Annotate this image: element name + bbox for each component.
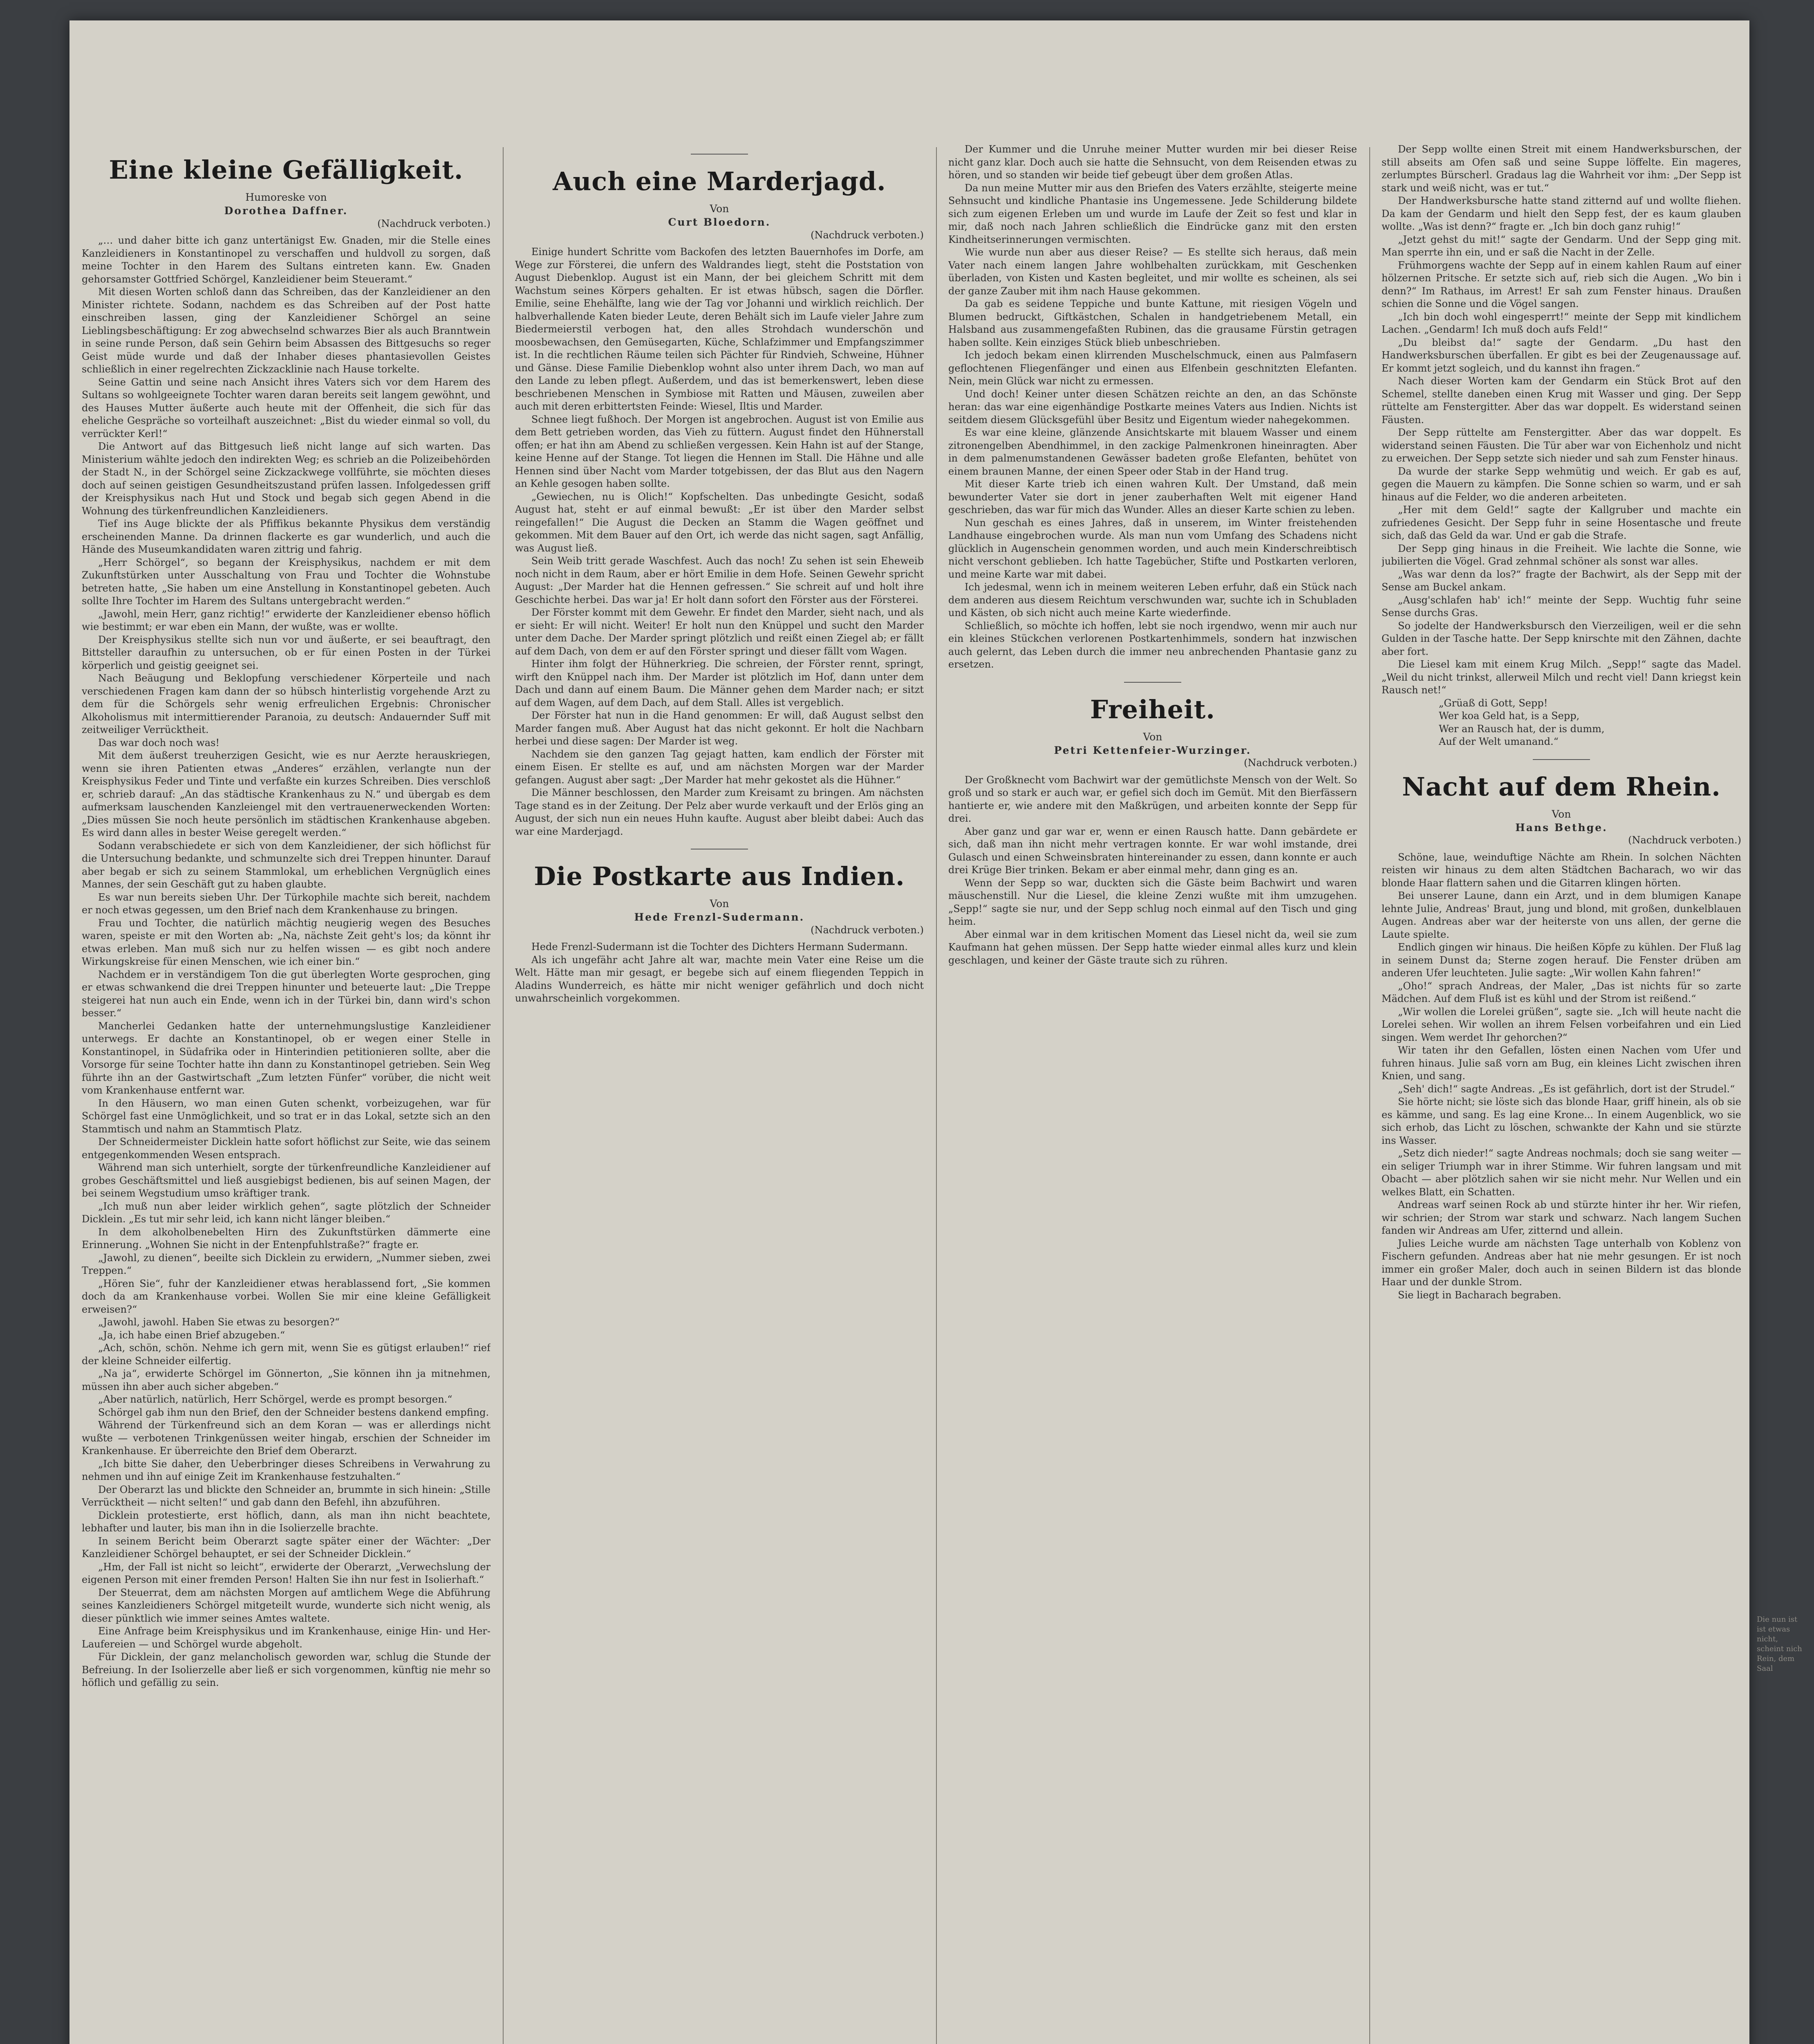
poem-line: Auf der Welt umanand.“ <box>1439 736 1559 747</box>
article-author: Petri Kettenfeier-Wurzinger. <box>1054 744 1252 756</box>
paragraph: Mit dieser Karte trieb ich einen wahren Kult. Der Umstand, daß mein bewunderter Vater sie dort in jener zauberhaften Welt mit eigener Hand geschrieben, das war für mich das Wunder. Alles an dieser Karte schien zu leben. <box>948 478 1357 515</box>
paragraph: Aber ganz und gar war er, wenn er einen Rausch hatte. Dann gebärdete er sich, daß man ihn nicht mehr vertragen konnte. Er war wohl imstande, drei Gulasch und einen Schweinsbraten hintereinander zu essen, dann konnte er auch drei Krüge Bier trinken. Bekam er aber einmal mehr, dann ging es an. <box>948 825 1357 876</box>
paragraph: „Oho!“ sprach Andreas, der Maler, „Das ist nichts für so zarte Mädchen. Auf dem Fluß ist es kühl und der Strom ist reißend.“ <box>1382 980 1741 1004</box>
paragraph: Der Förster hat nun in die Hand genommen: Er will, daß August selbst den Marder fangen muß. Aber August hat das nicht gekonnt. Er holt die Nachbarn herbei und diese sagen: Der Marder ist weg. <box>515 710 924 747</box>
paragraph: Seine Gattin und seine nach Ansicht ihres Vaters sich vor dem Harem des Sultans so wohlgeeignete Tochter waren daran bereits seit langem gewöhnt, und des Hauses Mutter äußerte auch heute mit der Offenheit, die sich für das eheliche Gespräche so vorteilhaft auszeichnet: „Bist du wieder einmal so voll, du verrückter Kerl!“ <box>82 376 490 439</box>
paragraph: „Gewiechen, nu is Olich!“ Kopfschelten. Das unbedingte Gesicht, sodaß August hat, steht er auf einmal bewußt: „Er ist über den Marder selbst reingefallen!“ Die August die Decken an Stamm die Wagen geöffnet und gekommen. Mit dem Bauer auf den Ort, ich werde das nicht sagen, sagt Anfällig, was August ließ. <box>515 491 924 554</box>
paragraph: Mit dem äußerst treuherzigen Gesicht, wie es nur Aerzte herauskriegen, wenn sie ihren Patienten etwas „Anderes“ erzählen, verlangte nun der Kreisphysikus Feder und Tinte und verfaßte ein kurzes Schreiben. Dies verschloß er, schrieb darauf: „An das städtische Krankenhaus zu N.“ und übergab es dem aufmerksam lauschenden Kanzleiengel mit den vertrauenerweckenden Worten: „Dies müssen Sie noch heute persönlich im städtischen Krankenhause abgeben. Es wird dann alles in bester Weise geregelt werden.“ <box>82 750 490 838</box>
paragraph: „Ach, schön, schön. Nehme ich gern mit, wenn Sie es gütigst erlauben!“ rief der kleine Schneider eilfertig. <box>82 1342 490 1367</box>
paragraph: Nun geschah es eines Jahres, daß in unserem, im Winter freistehenden Landhause eingebrochen wurde. Als man nun vom Umfang des Schadens nicht glücklich in Augenschein genommen worden, und auch mein Kinderschreibtisch nicht verschont geblieben. Ich hatte Tagebücher, Stifte und Postkarten verloren, und meine Karte war mit dabei. <box>948 517 1357 580</box>
paragraph: Eine Anfrage beim Kreisphysikus und im Krankenhause, einige Hin- und Her-Laufereien — und Schörgel wurde abgeholt. <box>82 1625 490 1650</box>
reprint-note: (Nachdruck verboten.) <box>1244 757 1357 769</box>
paragraph: Sodann verabschiedete er sich von dem Kanzleidiener, der sich höflichst für die Untersuchung bedankte, und schmunzelte sich drei Treppen hinunter. Darauf aber begab er sich zu seinem Stammlokal, um erheblichen Vergnüglich eines Mannes, der sein Geschäft gut zu haben glaubte. <box>82 840 490 890</box>
article-author: Hede Frenzl-Sudermann. <box>634 911 805 923</box>
article-by: Von <box>710 898 729 910</box>
paragraph: Der Kreisphysikus stellte sich nun vor und äußerte, er sei beauftragt, den Bittsteller daraufhin zu untersuchen, ob er für einen Posten in der Türkei körperlich und geistig geeignet sei. <box>82 634 490 671</box>
paragraph: Nachdem er in verständigem Ton die gut überlegten Worte gesprochen, ging er etwas schwankend die drei Treppen hinunter und beteuerte laut: „Die Treppe steigerei hat nun auch ein Ende, wenn ich in der Türkei bin, dann wird's schon besser.“ <box>82 968 490 1019</box>
paragraph: Für Dicklein, der ganz melancholisch geworden war, schlug die Stunde der Befreiung. In der Isolierzelle aber ließ er sich vorgenommen, künftig nie mehr so höflich und gefällig zu sein. <box>82 1651 490 1688</box>
paragraph: Mit diesen Worten schloß dann das Schreiben, das der Kanzleidiener an den Minister richtete. Sodann, nachdem es das Schreiben auf der Post hatte einschreiben lassen, ging der Kanzleidiener Schörgel an seine Lieblingsbeschäftigung: Er zog abwechselnd schwarzes Bier als auch Branntwein in seine runde Person, daß sein Gehirn beim Absassen des Bittgesuchs so reger Geist müde wurde und daß der Inhaber dieses phantasievollen Geistes schließlich in einer regelrechten Zickzacklinie nach Hause torkelte. <box>82 286 490 375</box>
paragraph: „Her mit dem Geld!“ sagte der Kallgruber und machte ein zufriedenes Gesicht. Der Sepp fuhr in seine Hosentasche und freute sich, daß das Geld da war. Und er gab die Strafe. <box>1382 504 1741 541</box>
paragraph: Wir taten ihr den Gefallen, lösten einen Nachen vom Ufer und fuhren hinaus. Julie saß vorn am Bug, ein kleines Licht zwischen ihren Knien, und sang. <box>1382 1044 1741 1082</box>
article-by: Von <box>1552 808 1571 820</box>
paragraph: Wie wurde nun aber aus dieser Reise? — Es stellte sich heraus, daß mein Vater nach einem langen Jahre wohlbehalten zurückkam, mit Geschenken überladen, von Kisten und Kasten begleitet, und mir wollte es scheinen, als sei der ganze Zauber mit ihm nach Hause gekommen. <box>948 247 1357 297</box>
article-body-continued <box>948 143 1357 671</box>
paragraph: Sie hörte nicht; sie löste sich das blonde Haar, griff hinein, als ob sie es kämme, und sang. Es lag eine Krone... In einem Augenblick, wo sie sich erhob, das Licht zu löschen, schwankte der Kahn und sie stürzte ins Wasser. <box>1382 1096 1741 1146</box>
paragraph: Nach Beäugung und Beklopfung verschiedener Körperteile und nach verschiedenen Fragen kam dann der so hübsch hinterlistig vorgehende Arzt zu dem für die Schörgels sehr wenig erfreulichen Ergebnis: Chronischer Alkoholismus mit intermittierender Paranoia, zu deutsch: Andauernder Suff mit zeitweiliger Verrücktheit. <box>82 672 490 735</box>
paragraph: Als ich ungefähr acht Jahre alt war, machte mein Vater eine Reise um die Welt. Hätte man mir gesagt, er begebe sich auf einem fliegenden Teppich in Aladins Wunderreich, es hätte mir nicht weniger gefährlich und doch nicht unwahrscheinlich vorgekommen. <box>515 954 924 1004</box>
paragraph: Es war eine kleine, glänzende Ansichtskarte mit blauem Wasser und einem zitronengelben Abendhimmel, in den zackige Palmenkronen hineinragten. Aber in dem palmenumstandenen Gewässer badeten große Elefanten, behütet von einem braunen Manne, der einen Speer oder Stab in der Hand trug. <box>948 427 1357 477</box>
paragraph: Nach dieser Worten kam der Gendarm ein Stück Brot auf den Schemel, stellte daneben einen Krug mit Wasser und ging. Der Sepp rüttelte am Fenstergitter. Aber das war doppelt. Es widerstand seinen Fäusten. <box>1382 375 1741 426</box>
paragraph: „Setz dich nieder!“ sagte Andreas nochmals; doch sie sang weiter — ein seliger Triumph war in ihrer Stimme. Wir fuhren langsam und mit Obacht — aber plötzlich sahen wir sie nicht mehr. Nur Wellen und ein welkes Blatt, ein Schatten. <box>1382 1148 1741 1198</box>
paragraph: „Ja, ich habe einen Brief abzugeben.“ <box>98 1329 285 1341</box>
paragraph: Der Sepp rüttelte am Fenstergitter. Aber das war doppelt. Es widerstand seinen Fäusten. Die Tür aber war von Eichenholz und nicht zu erweichen. Der Sepp setzte sich nieder und sah zum Fenster hinaus. <box>1382 427 1741 464</box>
column-2 <box>515 143 924 2044</box>
column-3 <box>948 143 1357 2044</box>
paragraph: „Wir wollen die Lorelei grüßen“, sagte sie. „Ich will heute nacht die Lorelei sehen. Wir wollen an ihrem Felsen vorbeifahren und ein Lied singen. Wem werdet Ihr gehorchen?“ <box>1382 1006 1741 1043</box>
reprint-note: (Nachdruck verboten.) <box>377 217 490 229</box>
margin-bleedthrough-text: Die nun ist ist etwas nicht, scheint nich Rein, dem Saal <box>1757 1615 1802 1673</box>
paragraph: Bei unserer Laune, dann ein Arzt, und in dem blumigen Kanape lehnte Julie, Andreas' Braut, jung und blond, mit großen, dunkelblauen Augen. Andreas aber war der heiterste von uns allen, der gerne die Laute spielte. <box>1382 890 1741 940</box>
paragraph: „Ich bitte Sie daher, den Ueberbringer dieses Schreibens in Verwahrung zu nehmen und ihn auf einige Zeit im Krankenhause festzuhalten.“ <box>82 1458 490 1482</box>
paragraph: Schließlich, so möchte ich hoffen, lebt sie noch irgendwo, wenn mir auch nur ein kleines Stückchen verlorenen Postkartenhimmels, sondern hat inzwischen auch gelernt, das Leben durch die immer neu anbrechenden Phantasie ganz zu ersetzen. <box>948 620 1357 670</box>
article-title: Eine kleine Gefälligkeit. <box>109 155 464 185</box>
paragraph: „Jawohl, zu dienen“, beeilte sich Dicklein zu erwidern, „Nummer sieben, zwei Treppen.“ <box>82 1252 490 1276</box>
article-body <box>515 941 924 1005</box>
paragraph: „… und daher bitte ich ganz untertänigst Ew. Gnaden, mir die Stelle eines Kanzleidieners in Konstantinopel zu verschaffen und huldvoll zu sorgen, daß meine Tochter in den Harem des Sultans eintreten kann. Ew. Gnaden gehorsamster Gottfried Schörgel, Kanzleidiener beim Steueramt.“ <box>82 235 490 285</box>
article-author: Dorothea Daffner. <box>224 205 348 217</box>
article-title: Auch eine Marderjagd. <box>553 166 886 196</box>
paragraph: Während der Türkenfreund sich an dem Koran — was er allerdings nicht wußte — verbotenen Trinkgenüssen weiter hingab, erschien der Schneider im Krankenhause. Er überreichte den Brief dem Oberarzt. <box>82 1419 490 1457</box>
paragraph: Der Förster kommt mit dem Gewehr. Er findet den Marder, sieht nach, und als er sieht: Er will nicht. Weiter! Er holt nun den Knüppel und sucht den Marder unter dem Dache. Der Marder springt plötzlich und reißt einen Ziegel ab; er fällt auf dem Dach, von dem er auf den Förster springt und dieser fällt vom Wagen. <box>515 607 924 657</box>
paragraph: „Seh' dich!“ sagte Andreas. „Es ist gefährlich, dort ist der Strudel.“ <box>1398 1083 1735 1095</box>
article-author: Curt Bloedorn. <box>668 216 771 228</box>
paragraph: Es war nun bereits sieben Uhr. Der Türkophile machte sich bereit, nachdem er noch etwas gegessen, um den Brief nach dem Krankenhause zu bringen. <box>82 891 490 916</box>
paragraph: „Hm, der Fall ist nicht so leicht“, erwiderte der Oberarzt, „Verwechslung der eigenen Person mit einer fremden Person! Halten Sie ihn nur fest in Isolierhaft.“ <box>82 1561 490 1585</box>
paragraph: Julies Leiche wurde am nächsten Tage unterhalb von Koblenz von Fischern gefunden. Andreas aber hat nie mehr gesungen. Er ist noch immer ein großer Maler, doch auch in seinen Bildern ist das blonde Haar und der dunkle Strom. <box>1382 1237 1741 1288</box>
paragraph: Frau und Tochter, die natürlich mächtig neugierig wegen des Besuches waren, speiste er mit den Worten ab: „Na, nächste Zeit geht's los; da könnt ihr etwas erleben. Man muß sich nur zu helfen wissen — es gibt noch andere Wirkungskreise für einen Menschen, wie ich einer bin.“ <box>82 917 490 967</box>
paragraph: Das war doch noch was! <box>98 737 220 749</box>
article-body <box>82 234 490 1690</box>
article-by: Von <box>710 203 729 215</box>
paragraph: Während man sich unterhielt, sorgte der türkenfreundliche Kanzleidiener auf grobes Geschäftsmittel und ließ ausgiebigst bedienen, bis auf seinen Magen, der bei seinem Wegstudium umso kräftiger trank. <box>82 1162 490 1199</box>
paragraph: Da gab es seidene Teppiche und bunte Kattune, mit riesigen Vögeln und Blumen bedruckt, Giftkästchen, Schalen in handgetriebenem Metall, ein Halsband aus zusammengefaßten Rubinen, das die grausame Fürstin getragen haben sollte. Kein einziges Stück blieb unbeschrieben. <box>948 298 1357 348</box>
column-rule <box>503 147 504 2044</box>
poem-line: Wer an Rausch hat, der is dumm, <box>1439 723 1605 735</box>
paragraph: Der Sepp wollte einen Streit mit einem Handwerksburschen, der still abseits am Ofen saß und seine Suppe löffelte. Ein mageres, zerlumptes Bürscherl. Gradaus lag die Wahrheit vor ihm: „Der Sepp ist stark und weiß nicht, was er tut.“ <box>1382 143 1741 194</box>
paragraph: Die Liesel kam mit einem Krug Milch. „Sepp!“ sagte das Madel. „Weil du nicht trinkst, allerweil Milch und recht viel! Dann kriegst kein Rausch net!“ <box>1382 659 1741 696</box>
article-body <box>515 246 924 838</box>
article-title: Nacht auf dem Rhein. <box>1402 771 1721 802</box>
paragraph: Schnee liegt fußhoch. Der Morgen ist angebrochen. August ist von Emilie aus dem Bett getrieben worden, das Vieh zu füttern. August findet den Hühnerstall offen; er hat ihn am Abend zu schließen vergessen. Kein Hahn ist auf der Stange, keine Henne auf der Stange. Tot liegen die Hennen im Stall. Die Hähne und alle Hennen sind über Nacht vom Marder totgebissen, der das Blut aus den Nagern an Kehle gesogen haben sollte. <box>515 413 924 489</box>
paragraph: Der Sepp ging hinaus in die Freiheit. Wie lachte die Sonne, wie jubilierten die Vögel. Grad zehnmal schöner als sonst war alles. <box>1382 542 1741 567</box>
paragraph: Da nun meine Mutter mir aus den Briefen des Vaters erzählte, steigerte meine Sehnsucht und kindliche Phantasie ins Ungemessene. Jede Schilderung bildete sich zum eigenen Erleben um und wurde im Laufe der Zeit so fest und klar in mir, daß noch nach Jahren schließlich die Eindrücke ganz mit den ersten Kindheitserinnerungen vermischten. <box>948 182 1357 245</box>
article-title: Freiheit. <box>1090 694 1215 724</box>
paragraph: „Hören Sie“, fuhr der Kanzleidiener etwas herablassend fort, „Sie kommen doch da am Krankenhause vorbei. Wollen Sie mir eine kleine Gefälligkeit erweisen?“ <box>82 1278 490 1315</box>
paragraph: „Jawohl, jawohl. Haben Sie etwas zu besorgen?“ <box>98 1316 340 1328</box>
paragraph: So jodelte der Handwerksbursch den Vierzeiligen, weil er die sehn Gulden in der Tasche hatte. Der Sepp knirschte mit den Zähnen, dachte aber fort. <box>1382 620 1741 657</box>
article-author: Hans Bethge. <box>1515 821 1608 834</box>
paragraph: Ich jedesmal, wenn ich in meinem weiteren Leben erfuhr, daß ein Stück nach dem anderen aus diesem Reichtum verschwunden war, suchte ich in Schubladen und Kästen, ob sich nicht auch meine Karte wiederfinde. <box>948 581 1357 619</box>
paragraph: Da wurde der starke Sepp wehmütig und weich. Er gab es auf, gegen die Mauern zu kämpfen. Die Sonne schien so warm, und er sah hinaus auf die Felder, wo die anderen arbeiteten. <box>1382 465 1741 503</box>
paragraph: „Herr Schörgel“, so begann der Kreisphysikus, nachdem er mit dem Zukunftstürken unter Ausschaltung von Frau und Tochter die Wohnstube betreten hatte, „Sie haben um eine Anstellung in Konstantinopel gebeten. Auch sollte Ihre Tochter im Harem des Sultans untergebracht werden.“ <box>82 556 490 607</box>
article-body <box>1382 851 1741 1302</box>
paragraph: Endlich gingen wir hinaus. Die heißen Köpfe zu kühlen. Der Fluß lag in seinem Dunst da; Sterne zogen herauf. Die Fenster drüben am anderen Ufer leuchteten. Julie sagte: „Wir wollen Kahn fahren!“ <box>1382 941 1741 979</box>
paragraph: „Ausg'schlafen hab' ich!“ meinte der Sepp. Wuchtig fuhr seine Sense durchs Gras. <box>1382 594 1741 619</box>
paragraph: Aber einmal war in dem kritischen Moment das Liesel nicht da, weil sie zum Kaufmann hat gehen müssen. Der Sepp hatte wieder einmal alles kurz und klein geschlagen, und keiner der Gäste traute sich zu rühren. <box>948 928 1357 966</box>
paragraph: „Was war denn da los?“ fragte der Bachwirt, als der Sepp mit der Sense am Buckel ankam. <box>1382 568 1741 593</box>
column-rule <box>936 147 937 2044</box>
paragraph: Nachdem sie den ganzen Tag gejagt hatten, kam endlich der Förster mit einem Eisen. Er stellte es auf, und am nächsten Morgen war der Marder gefangen. August aber sagt: „Der Marder hat mehr gekostet als die Hühner.“ <box>515 748 924 786</box>
paragraph: Tief ins Auge blickte der als Pfiffikus bekannte Physikus dem verständig erscheinenden Manne. Da drinnen flackerte es gar wunderlich, und auch die Hände des Museumkandidaten waren zittrig und fahrig. <box>82 518 490 555</box>
newspaper-page <box>69 20 1749 2044</box>
article-separator <box>1533 759 1590 760</box>
article-title: Die Postkarte aus Indien. <box>534 861 905 891</box>
paragraph: In dem alkoholbenebelten Hirn des Zukunftstürken dämmerte eine Erinnerung. „Wohnen Sie nicht in der Entenpfuhlstraße?“ fragte er. <box>82 1226 490 1251</box>
paragraph: Hinter ihm folgt der Hühnerkrieg. Die schreien, der Förster rennt, springt, wirft den Knüppel nach ihm. Der Marder ist plötzlich im Hof, dann unter dem Dach und dann auf einem Baum. Die Männer gehen dem Marder nach; er sitzt auf dem Wagen, auf dem Dach, auf dem Stall. Alles ist vergeblich. <box>515 658 924 708</box>
paragraph: Ich jedoch bekam einen klirrenden Muschelschmuck, einen aus Palmfasern geflochtenen Fliegenfänger und einen aus Elfenbein geschnitzten Elefanten. Nein, mein Glück war nicht zu ermessen. <box>948 350 1357 387</box>
article-body-continued <box>1382 143 1741 697</box>
paragraph: Schöne, laue, weinduftige Nächte am Rhein. In solchen Nächten reisten wir hinaus zu dem alten Städtchen Bacharach, wo wir das blonde Haar flattern sahen und die Gitarren klingen hörten. <box>1382 851 1741 889</box>
poem-line: „Grüaß di Gott, Sepp! <box>1439 697 1548 709</box>
reprint-note: (Nachdruck verboten.) <box>811 924 924 936</box>
article-genre: Humoreske von <box>245 191 327 203</box>
paragraph: Andreas warf seinen Rock ab und stürzte hinter ihr her. Wir riefen, wir schrien; der Strom war stark und schwarz. Nach langem Suchen fanden wir Andreas am Ufer, zitternd und allein. <box>1382 1199 1741 1236</box>
paragraph: In den Häusern, wo man einen Guten schenkt, vorbeizugehen, war für Schörgel fast eine Unmöglichkeit, und so trat er in das Lokal, setzte sich an den Stammtisch und nahm an Stammtisch Platz. <box>82 1097 490 1135</box>
paragraph: Die Männer beschlossen, den Marder zum Kreisamt zu bringen. Am nächsten Tage stand es in der Zeitung. Der Pelz aber wurde verkauft und der Erlös ging an August, der sich nun ein neues Huhn kaufte. August aber bleibt dabei: Auch das war eine Marderjagd. <box>515 787 924 837</box>
poem-line: Wer koa Geld hat, is a Sepp, <box>1439 710 1580 722</box>
paragraph: Dicklein protestierte, erst höflich, dann, als man ihn nicht beachtete, lebhafter und lauter, bis man ihn in die Isolierzelle brachte. <box>82 1509 490 1534</box>
paragraph: „Jetzt gehst du mit!“ sagte der Gendarm. Und der Sepp ging mit. Man sperrte ihn ein, und er saß die Nacht in der Zelle. <box>1382 233 1741 258</box>
paragraph: Sein Weib tritt gerade Waschfest. Auch das noch! Zu sehen ist sein Eheweib noch nicht in dem Raum, aber er hört Emilie in dem Hofe. Seinen Gewehr spricht August: „Der Marder hat die Hennen gefressen.“ Sie schreit auf und holt ihre Geschichte herbei. Das war ja! Er holt dann sofort den Förster aus der Försterei. <box>515 555 924 605</box>
paragraph: „Aber natürlich, natürlich, Herr Schörgel, werde es prompt besorgen.“ <box>98 1394 452 1405</box>
column-1 <box>82 143 490 2044</box>
paragraph: „Jawohl, mein Herr, ganz richtig!“ erwiderte der Kanzleidiener ebenso höflich wie bestimmt; er war eben ein Mann, der wußte, was er wollte. <box>82 608 490 632</box>
reprint-note: (Nachdruck verboten.) <box>1628 834 1741 846</box>
paragraph: Der Oberarzt las und blickte den Schneider an, brummte in sich hinein: „Stille Verrücktheit — nicht selten!“ und gab dann den Befehl, ihn abzuführen. <box>82 1484 490 1508</box>
paragraph: Sie liegt in Bacharach begraben. <box>1398 1289 1561 1301</box>
paragraph: Der Handwerksbursche hatte stand zitternd auf und wollte fliehen. Da kam der Gendarm und hielt den Sepp fest, der es kaum glauben wollte. „Was ist denn?“ fragte er. „Ich bin doch ganz ruhig!“ <box>1382 195 1741 232</box>
paragraph: Mancherlei Gedanken hatte der unternehmungslustige Kanzleidiener unterwegs. Er dachte an Konstantinopel, ob er wegen einer Stelle in Konstantinopel, in Südafrika oder in Hinterindien petitionieren sollte, aber die Vorsorge für seine Tochter hatte ihn dann zu Konstantinopel getrieben. Sein Weg führte ihn an der Gastwirtschaft „Zum letzten Fünfer“ vorüber, die nicht weit vom Krankenhause entfernt war. <box>82 1020 490 1096</box>
article-separator <box>691 154 748 155</box>
paragraph: Frühmorgens wachte der Sepp auf in einem kahlen Raum auf einer hölzernen Pritsche. Er setzte sich auf, rieb sich die Augen. „Wo bin i denn?“ Im Rathaus, im Arrest! Er sah zum Fenster hinaus. Draußen schien die Sonne und die Vögel sangen. <box>1382 259 1741 309</box>
paragraph: Die Antwort auf das Bittgesuch ließ nicht lange auf sich warten. Das Ministerium wählte jedoch den indirekten Weg; es schrieb an die Polizeibehörden der Stadt N., in der Schörgel seine Zickzackwege vollführte, sie möchten dieses doch auf seinen geistigen Gesundheitszustand prüfen lassen. Infolgedessen griff der Kreisphysikus nach Hut und Stock und begab sich gegen Abend in die Wohnung des türkenfreundlichen Kanzleidieners. <box>82 441 490 517</box>
article-separator <box>1124 682 1181 683</box>
paragraph: „Ich bin doch wohl eingesperrt!“ meinte der Sepp mit kindlichem Lachen. „Gendarm! Ich muß doch aufs Feld!“ <box>1382 311 1741 335</box>
paragraph: Einige hundert Schritte vom Backofen des letzten Bauernhofes im Dorfe, am Wege zur Försterei, die unfern des Waldrandes liegt, steht die Poststation von August Diebenklop. August ist ein Mann, der bei gleichem Schritt mit dem Wachstum seines Körpers gehalten. Er ist etwas hübsch, sagen die Dörfler. Emilie, seine Ehehälfte, lang wie der Tag vor Johanni und wirklich reichlich. Der halbverhallende Katen bieder Leute, deren Behält sich im Laufe vieler Jahre zum Biedermeierstil verbogen hat, den alles Strohdach wunderschön und moosbewachsen, den Gemüsegarten, Küche, Schlafzimmer und Empfangszimmer ist. In die rechtlichen Räume teilen sich Pächter für Rindvieh, Schweine, Hühner und Gänse. Diese Familie Diebenklop wohnt also unter ihrem Dach, wo man auf den Lande zu leben pflegt. Außerdem, und das ist bemerkenswert, leben diese beschriebenen Menschen in Symbiose mit Ratten und Mäusen, zuweilen aber auch mit deren erbittertsten Feinde: Wiesel, Iltis und Marder. <box>515 246 924 412</box>
paragraph: In seinem Bericht beim Oberarzt sagte später einer der Wächter: „Der Kanzleidiener Schörgel behauptet, er sei der Schneider Dicklein.“ <box>82 1535 490 1560</box>
paragraph: Der Steuerrat, dem am nächsten Morgen auf amtlichem Wege die Abführung seines Kanzleidieners Schörgel mitgeteilt wurde, wunderte sich nicht wenig, als dieser pünktlich wie immer seines Amtes waltete. <box>82 1587 490 1624</box>
column-rule <box>1369 147 1370 2044</box>
paragraph: „Ich muß nun aber leider wirklich gehen“, sagte plötzlich der Schneider Dicklein. „Es tut mir sehr leid, ich kann nicht länger bleiben.“ <box>82 1200 490 1225</box>
poem <box>1382 697 1741 749</box>
paragraph: Schörgel gab ihm nun den Brief, den der Schneider bestens dankend empfing. <box>98 1406 489 1418</box>
paragraph: Hede Frenzl-Sudermann ist die Tochter des Dichters Hermann Sudermann. <box>531 941 908 953</box>
paragraph: Der Schneidermeister Dicklein hatte sofort höflichst zur Seite, wie das seinem entgegenkommenden Wesen entsprach. <box>82 1136 490 1161</box>
paragraph: Und doch! Keiner unter diesen Schätzen reichte an den, an das Schönste heran: das war eine eigenhändige Postkarte meines Vaters aus Indien. Nichts ist seitdem diesem Glücksgefühl über Besitz und Eigentum wieder nahegekommen. <box>948 388 1357 426</box>
paragraph: Wenn der Sepp so war, duckten sich die Gäste beim Bachwirt und waren mäuschenstill. Nur die Liesel, die kleine Zenzi wußte mit ihm umzugehen. „Sepp!“ sagte sie nur, und der Sepp schlug noch einmal auf den Tisch und ging heim. <box>948 877 1357 927</box>
paragraph: „Na ja“, erwiderte Schörgel im Gönnerton, „Sie können ihn ja mitnehmen, müssen ihn aber auch sicher abgeben.“ <box>82 1368 490 1392</box>
paragraph: „Du bleibst da!“ sagte der Gendarm. „Du hast den Handwerksburschen überfallen. Er gibt es bei der Zeugenaussage auf. Er kommt jetzt sogleich, und du kannst ihn fragen.“ <box>1382 336 1741 374</box>
article-body <box>948 774 1357 967</box>
paragraph: Der Großknecht vom Bachwirt war der gemütlichste Mensch von der Welt. So groß und so stark er auch war, er gefiel sich doch im Gemüt. Mit den Bierfässern hantierte er, wie andere mit den Maßkrügen, und arbeiten konnte der Sepp für drei. <box>948 774 1357 824</box>
column-4 <box>1382 143 1741 2044</box>
article-by: Von <box>1143 731 1162 743</box>
paragraph: Der Kummer und die Unruhe meiner Mutter wurden mir bei dieser Reise nicht ganz klar. Doch auch sie hatte die Sehnsucht, von dem Reisenden etwas zu hören, und so standen wir beide tief gebeugt über dem großen Atlas. <box>948 143 1357 181</box>
reprint-note: (Nachdruck verboten.) <box>811 229 924 241</box>
